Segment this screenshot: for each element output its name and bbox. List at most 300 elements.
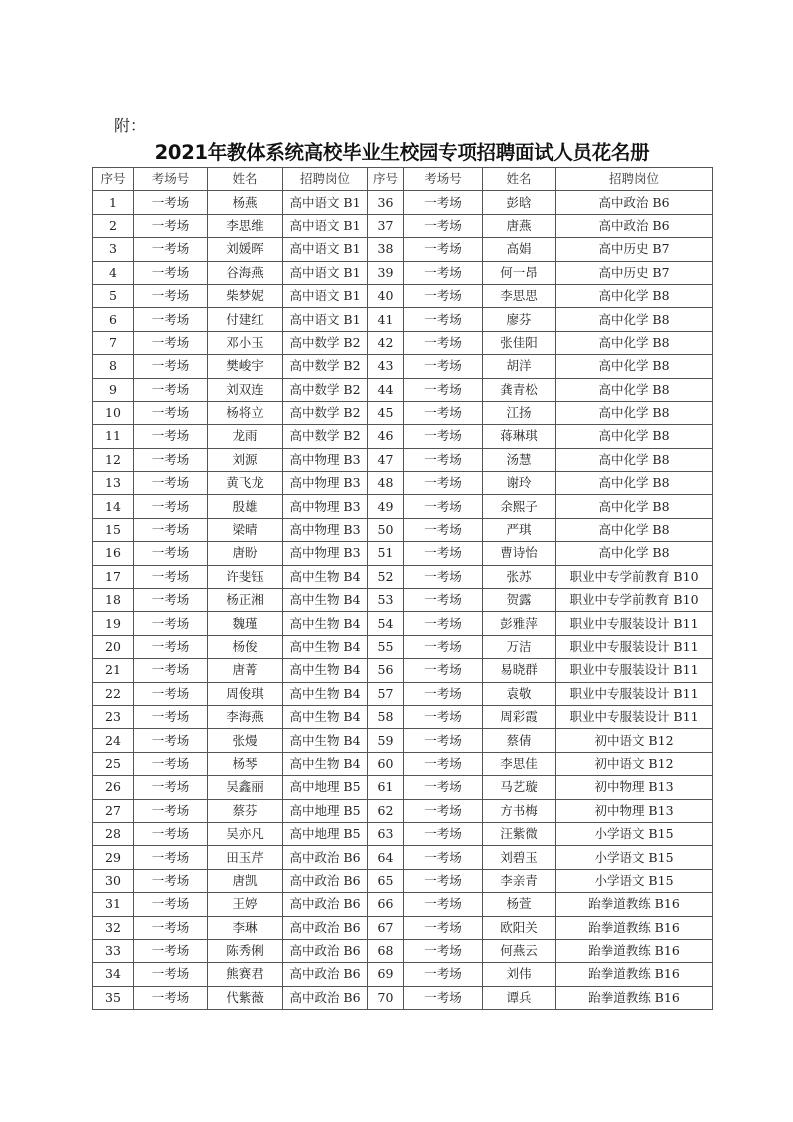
name-cell: 周俊琪 (208, 682, 283, 705)
post-cell: 高中数学 B2 (283, 401, 368, 424)
table-row (93, 776, 713, 799)
name-cell: 万洁 (483, 635, 556, 658)
name-cell: 魏瑾 (208, 612, 283, 635)
header-post: 招聘岗位 (283, 168, 368, 191)
room-cell: 一考场 (404, 495, 483, 518)
room-cell: 一考场 (404, 963, 483, 986)
name-cell: 田玉芹 (208, 846, 283, 869)
room-cell: 一考场 (134, 261, 208, 284)
seq-cell: 62 (368, 799, 404, 822)
post-cell: 高中历史 B7 (556, 238, 713, 261)
seq-cell: 28 (93, 822, 134, 845)
seq-cell: 56 (368, 659, 404, 682)
header-name: 姓名 (208, 168, 283, 191)
room-cell: 一考场 (404, 401, 483, 424)
name-cell: 代紫薇 (208, 986, 283, 1009)
seq-cell: 22 (93, 682, 134, 705)
room-cell: 一考场 (404, 425, 483, 448)
room-cell: 一考场 (134, 682, 208, 705)
name-cell: 江扬 (483, 401, 556, 424)
name-cell: 唐燕 (483, 214, 556, 237)
room-cell: 一考场 (404, 191, 483, 214)
room-cell: 一考场 (404, 472, 483, 495)
name-cell: 方书梅 (483, 799, 556, 822)
room-cell: 一考场 (134, 869, 208, 892)
seq-cell: 52 (368, 565, 404, 588)
room-cell: 一考场 (404, 565, 483, 588)
header-name: 姓名 (483, 168, 556, 191)
name-cell: 杨将立 (208, 401, 283, 424)
header-room: 考场号 (404, 168, 483, 191)
post-cell: 职业中专学前教育 B10 (556, 565, 713, 588)
name-cell: 张苏 (483, 565, 556, 588)
seq-cell: 67 (368, 916, 404, 939)
name-cell: 刘源 (208, 448, 283, 471)
interview-roster-table (92, 167, 713, 1010)
seq-cell: 34 (93, 963, 134, 986)
seq-cell: 23 (93, 705, 134, 728)
room-cell: 一考场 (134, 214, 208, 237)
room-cell: 一考场 (134, 893, 208, 916)
header-post: 招聘岗位 (556, 168, 713, 191)
room-cell: 一考场 (134, 518, 208, 541)
seq-cell: 30 (93, 869, 134, 892)
post-cell: 小学语文 B15 (556, 846, 713, 869)
table-row (93, 682, 713, 705)
room-cell: 一考场 (134, 448, 208, 471)
post-cell: 高中地理 B5 (283, 822, 368, 845)
table-row (93, 308, 713, 331)
post-cell: 高中历史 B7 (556, 261, 713, 284)
post-cell: 高中化学 B8 (556, 401, 713, 424)
seq-cell: 47 (368, 448, 404, 471)
seq-cell: 46 (368, 425, 404, 448)
seq-cell: 42 (368, 331, 404, 354)
name-cell: 吴鑫丽 (208, 776, 283, 799)
post-cell: 高中语文 B1 (283, 214, 368, 237)
room-cell: 一考场 (134, 542, 208, 565)
table-row (93, 799, 713, 822)
post-cell: 高中化学 B8 (556, 378, 713, 401)
post-cell: 跆拳道教练 B16 (556, 916, 713, 939)
name-cell: 梁晴 (208, 518, 283, 541)
post-cell: 职业中专服装设计 B11 (556, 705, 713, 728)
room-cell: 一考场 (404, 589, 483, 612)
seq-cell: 35 (93, 986, 134, 1009)
name-cell: 刘碧玉 (483, 846, 556, 869)
room-cell: 一考场 (404, 635, 483, 658)
post-cell: 初中语文 B12 (556, 729, 713, 752)
post-cell: 高中生物 B4 (283, 612, 368, 635)
name-cell: 余熙子 (483, 495, 556, 518)
table-row (93, 963, 713, 986)
post-cell: 高中物理 B3 (283, 448, 368, 471)
seq-cell: 43 (368, 355, 404, 378)
post-cell: 高中化学 B8 (556, 495, 713, 518)
seq-cell: 11 (93, 425, 134, 448)
header-seq: 序号 (368, 168, 404, 191)
room-cell: 一考场 (404, 378, 483, 401)
post-cell: 高中政治 B6 (283, 893, 368, 916)
post-cell: 初中物理 B13 (556, 776, 713, 799)
room-cell: 一考场 (404, 682, 483, 705)
room-cell: 一考场 (404, 518, 483, 541)
room-cell: 一考场 (404, 659, 483, 682)
seq-cell: 10 (93, 401, 134, 424)
name-cell: 熊赛君 (208, 963, 283, 986)
room-cell: 一考场 (404, 238, 483, 261)
seq-cell: 39 (368, 261, 404, 284)
seq-cell: 20 (93, 635, 134, 658)
seq-cell: 27 (93, 799, 134, 822)
table-row (93, 261, 713, 284)
seq-cell: 54 (368, 612, 404, 635)
post-cell: 高中化学 B8 (556, 472, 713, 495)
name-cell: 樊峻宇 (208, 355, 283, 378)
room-cell: 一考场 (134, 799, 208, 822)
post-cell: 高中化学 B8 (556, 448, 713, 471)
room-cell: 一考场 (134, 401, 208, 424)
room-cell: 一考场 (134, 822, 208, 845)
post-cell: 高中化学 B8 (556, 308, 713, 331)
seq-cell: 58 (368, 705, 404, 728)
post-cell: 职业中专服装设计 B11 (556, 682, 713, 705)
post-cell: 高中物理 B3 (283, 518, 368, 541)
post-cell: 职业中专学前教育 B10 (556, 589, 713, 612)
name-cell: 付建红 (208, 308, 283, 331)
seq-cell: 1 (93, 191, 134, 214)
post-cell: 高中语文 B1 (283, 238, 368, 261)
room-cell: 一考场 (134, 846, 208, 869)
seq-cell: 41 (368, 308, 404, 331)
seq-cell: 4 (93, 261, 134, 284)
name-cell: 龚青松 (483, 378, 556, 401)
name-cell: 杨正湘 (208, 589, 283, 612)
post-cell: 小学语文 B15 (556, 822, 713, 845)
room-cell: 一考场 (404, 986, 483, 1009)
post-cell: 职业中专服装设计 B11 (556, 635, 713, 658)
seq-cell: 66 (368, 893, 404, 916)
seq-cell: 49 (368, 495, 404, 518)
table-row (93, 238, 713, 261)
name-cell: 易晓群 (483, 659, 556, 682)
room-cell: 一考场 (134, 472, 208, 495)
seq-cell: 59 (368, 729, 404, 752)
room-cell: 一考场 (404, 776, 483, 799)
table-row (93, 565, 713, 588)
seq-cell: 38 (368, 238, 404, 261)
seq-cell: 29 (93, 846, 134, 869)
table-row (93, 542, 713, 565)
post-cell: 高中政治 B6 (283, 846, 368, 869)
seq-cell: 53 (368, 589, 404, 612)
name-cell: 廖芬 (483, 308, 556, 331)
post-cell: 高中生物 B4 (283, 705, 368, 728)
table-row (93, 401, 713, 424)
room-cell: 一考场 (404, 846, 483, 869)
post-cell: 高中化学 B8 (556, 331, 713, 354)
seq-cell: 16 (93, 542, 134, 565)
post-cell: 职业中专服装设计 B11 (556, 659, 713, 682)
seq-cell: 24 (93, 729, 134, 752)
post-cell: 高中语文 B1 (283, 284, 368, 307)
room-cell: 一考场 (404, 355, 483, 378)
name-cell: 唐凯 (208, 869, 283, 892)
name-cell: 唐菁 (208, 659, 283, 682)
name-cell: 李思佳 (483, 752, 556, 775)
post-cell: 跆拳道教练 B16 (556, 963, 713, 986)
post-cell: 高中数学 B2 (283, 378, 368, 401)
name-cell: 胡洋 (483, 355, 556, 378)
room-cell: 一考场 (404, 939, 483, 962)
name-cell: 唐盼 (208, 542, 283, 565)
post-cell: 高中地理 B5 (283, 776, 368, 799)
name-cell: 贺露 (483, 589, 556, 612)
name-cell: 李琳 (208, 916, 283, 939)
table-row (93, 822, 713, 845)
post-cell: 高中生物 B4 (283, 752, 368, 775)
room-cell: 一考场 (404, 214, 483, 237)
seq-cell: 33 (93, 939, 134, 962)
post-cell: 高中政治 B6 (283, 939, 368, 962)
room-cell: 一考场 (134, 729, 208, 752)
post-cell: 初中语文 B12 (556, 752, 713, 775)
seq-cell: 57 (368, 682, 404, 705)
room-cell: 一考场 (134, 963, 208, 986)
seq-cell: 61 (368, 776, 404, 799)
room-cell: 一考场 (404, 331, 483, 354)
seq-cell: 63 (368, 822, 404, 845)
post-cell: 跆拳道教练 B16 (556, 986, 713, 1009)
post-cell: 高中化学 B8 (556, 284, 713, 307)
post-cell: 高中化学 B8 (556, 355, 713, 378)
seq-cell: 32 (93, 916, 134, 939)
name-cell: 殷雄 (208, 495, 283, 518)
name-cell: 李思维 (208, 214, 283, 237)
name-cell: 陈秀俐 (208, 939, 283, 962)
seq-cell: 68 (368, 939, 404, 962)
name-cell: 黄飞龙 (208, 472, 283, 495)
document-title: 2021年教体系统高校毕业生校园专项招聘面试人员花名册 (154, 141, 650, 164)
seq-cell: 37 (368, 214, 404, 237)
post-cell: 高中政治 B6 (283, 916, 368, 939)
room-cell: 一考场 (134, 589, 208, 612)
table-row (93, 425, 713, 448)
room-cell: 一考场 (134, 191, 208, 214)
name-cell: 何燕云 (483, 939, 556, 962)
room-cell: 一考场 (134, 612, 208, 635)
room-cell: 一考场 (404, 799, 483, 822)
seq-cell: 15 (93, 518, 134, 541)
post-cell: 跆拳道教练 B16 (556, 893, 713, 916)
name-cell: 何一昂 (483, 261, 556, 284)
seq-cell: 5 (93, 284, 134, 307)
seq-cell: 69 (368, 963, 404, 986)
seq-cell: 8 (93, 355, 134, 378)
room-cell: 一考场 (404, 822, 483, 845)
header-row (93, 168, 713, 191)
post-cell: 高中语文 B1 (283, 261, 368, 284)
room-cell: 一考场 (404, 612, 483, 635)
seq-cell: 26 (93, 776, 134, 799)
name-cell: 蔡芬 (208, 799, 283, 822)
header-room: 考场号 (134, 168, 208, 191)
room-cell: 一考场 (404, 705, 483, 728)
table-row (93, 331, 713, 354)
seq-cell: 17 (93, 565, 134, 588)
seq-cell: 9 (93, 378, 134, 401)
table-row (93, 284, 713, 307)
room-cell: 一考场 (404, 448, 483, 471)
post-cell: 高中生物 B4 (283, 565, 368, 588)
post-cell: 高中语文 B1 (283, 191, 368, 214)
post-cell: 高中生物 B4 (283, 589, 368, 612)
post-cell: 高中化学 B8 (556, 425, 713, 448)
table-row (93, 916, 713, 939)
seq-cell: 60 (368, 752, 404, 775)
name-cell: 许斐钰 (208, 565, 283, 588)
name-cell: 王婷 (208, 893, 283, 916)
table-row (93, 518, 713, 541)
seq-cell: 18 (93, 589, 134, 612)
post-cell: 高中物理 B3 (283, 542, 368, 565)
seq-cell: 55 (368, 635, 404, 658)
seq-cell: 36 (368, 191, 404, 214)
seq-cell: 31 (93, 893, 134, 916)
room-cell: 一考场 (134, 331, 208, 354)
seq-cell: 19 (93, 612, 134, 635)
room-cell: 一考场 (134, 659, 208, 682)
seq-cell: 45 (368, 401, 404, 424)
post-cell: 高中政治 B6 (283, 963, 368, 986)
seq-cell: 70 (368, 986, 404, 1009)
room-cell: 一考场 (404, 308, 483, 331)
room-cell: 一考场 (134, 495, 208, 518)
room-cell: 一考场 (134, 425, 208, 448)
name-cell: 蒋琳琪 (483, 425, 556, 448)
room-cell: 一考场 (134, 238, 208, 261)
name-cell: 李海燕 (208, 705, 283, 728)
name-cell: 李思思 (483, 284, 556, 307)
post-cell: 高中政治 B6 (283, 869, 368, 892)
name-cell: 刘媛晖 (208, 238, 283, 261)
name-cell: 严琪 (483, 518, 556, 541)
room-cell: 一考场 (404, 869, 483, 892)
name-cell: 汪紫微 (483, 822, 556, 845)
table-row (93, 214, 713, 237)
seq-cell: 6 (93, 308, 134, 331)
seq-cell: 48 (368, 472, 404, 495)
post-cell: 高中数学 B2 (283, 425, 368, 448)
table-row (93, 986, 713, 1009)
table-row (93, 378, 713, 401)
post-cell: 跆拳道教练 B16 (556, 939, 713, 962)
room-cell: 一考场 (404, 752, 483, 775)
room-cell: 一考场 (404, 916, 483, 939)
room-cell: 一考场 (404, 729, 483, 752)
name-cell: 李亲青 (483, 869, 556, 892)
seq-cell: 44 (368, 378, 404, 401)
post-cell: 高中化学 B8 (556, 542, 713, 565)
post-cell: 高中政治 B6 (556, 191, 713, 214)
room-cell: 一考场 (134, 355, 208, 378)
table-row (93, 589, 713, 612)
name-cell: 柴梦妮 (208, 284, 283, 307)
room-cell: 一考场 (134, 986, 208, 1009)
name-cell: 刘伟 (483, 963, 556, 986)
seq-cell: 50 (368, 518, 404, 541)
name-cell: 龙雨 (208, 425, 283, 448)
room-cell: 一考场 (134, 308, 208, 331)
seq-cell: 40 (368, 284, 404, 307)
name-cell: 刘双连 (208, 378, 283, 401)
post-cell: 高中生物 B4 (283, 682, 368, 705)
table-row (93, 448, 713, 471)
room-cell: 一考场 (134, 752, 208, 775)
name-cell: 曹诗怡 (483, 542, 556, 565)
table-row (93, 869, 713, 892)
seq-cell: 51 (368, 542, 404, 565)
post-cell: 高中物理 B3 (283, 472, 368, 495)
post-cell: 高中政治 B6 (556, 214, 713, 237)
name-cell: 谭兵 (483, 986, 556, 1009)
post-cell: 高中地理 B5 (283, 799, 368, 822)
name-cell: 杨燕 (208, 191, 283, 214)
name-cell: 高娟 (483, 238, 556, 261)
attachment-label: 附： (114, 116, 147, 135)
table-row (93, 705, 713, 728)
name-cell: 谷海燕 (208, 261, 283, 284)
post-cell: 职业中专服装设计 B11 (556, 612, 713, 635)
table-row (93, 191, 713, 214)
roster-body (93, 191, 713, 1010)
header-seq: 序号 (93, 168, 134, 191)
seq-cell: 13 (93, 472, 134, 495)
table-row (93, 355, 713, 378)
table-row (93, 846, 713, 869)
name-cell: 蔡倩 (483, 729, 556, 752)
room-cell: 一考场 (134, 776, 208, 799)
name-cell: 张熳 (208, 729, 283, 752)
name-cell: 汤慧 (483, 448, 556, 471)
post-cell: 小学语文 B15 (556, 869, 713, 892)
name-cell: 邓小玉 (208, 331, 283, 354)
name-cell: 周彩霞 (483, 705, 556, 728)
name-cell: 彭晗 (483, 191, 556, 214)
name-cell: 袁敬 (483, 682, 556, 705)
room-cell: 一考场 (134, 635, 208, 658)
room-cell: 一考场 (134, 565, 208, 588)
post-cell: 高中数学 B2 (283, 355, 368, 378)
table-row (93, 893, 713, 916)
table-row (93, 939, 713, 962)
table-row (93, 729, 713, 752)
seq-cell: 7 (93, 331, 134, 354)
post-cell: 高中语文 B1 (283, 308, 368, 331)
post-cell: 高中生物 B4 (283, 729, 368, 752)
seq-cell: 21 (93, 659, 134, 682)
post-cell: 高中生物 B4 (283, 659, 368, 682)
table-row (93, 472, 713, 495)
table-row (93, 659, 713, 682)
name-cell: 杨萱 (483, 893, 556, 916)
post-cell: 高中物理 B3 (283, 495, 368, 518)
seq-cell: 25 (93, 752, 134, 775)
room-cell: 一考场 (134, 939, 208, 962)
seq-cell: 3 (93, 238, 134, 261)
post-cell: 初中物理 B13 (556, 799, 713, 822)
name-cell: 马艺璇 (483, 776, 556, 799)
